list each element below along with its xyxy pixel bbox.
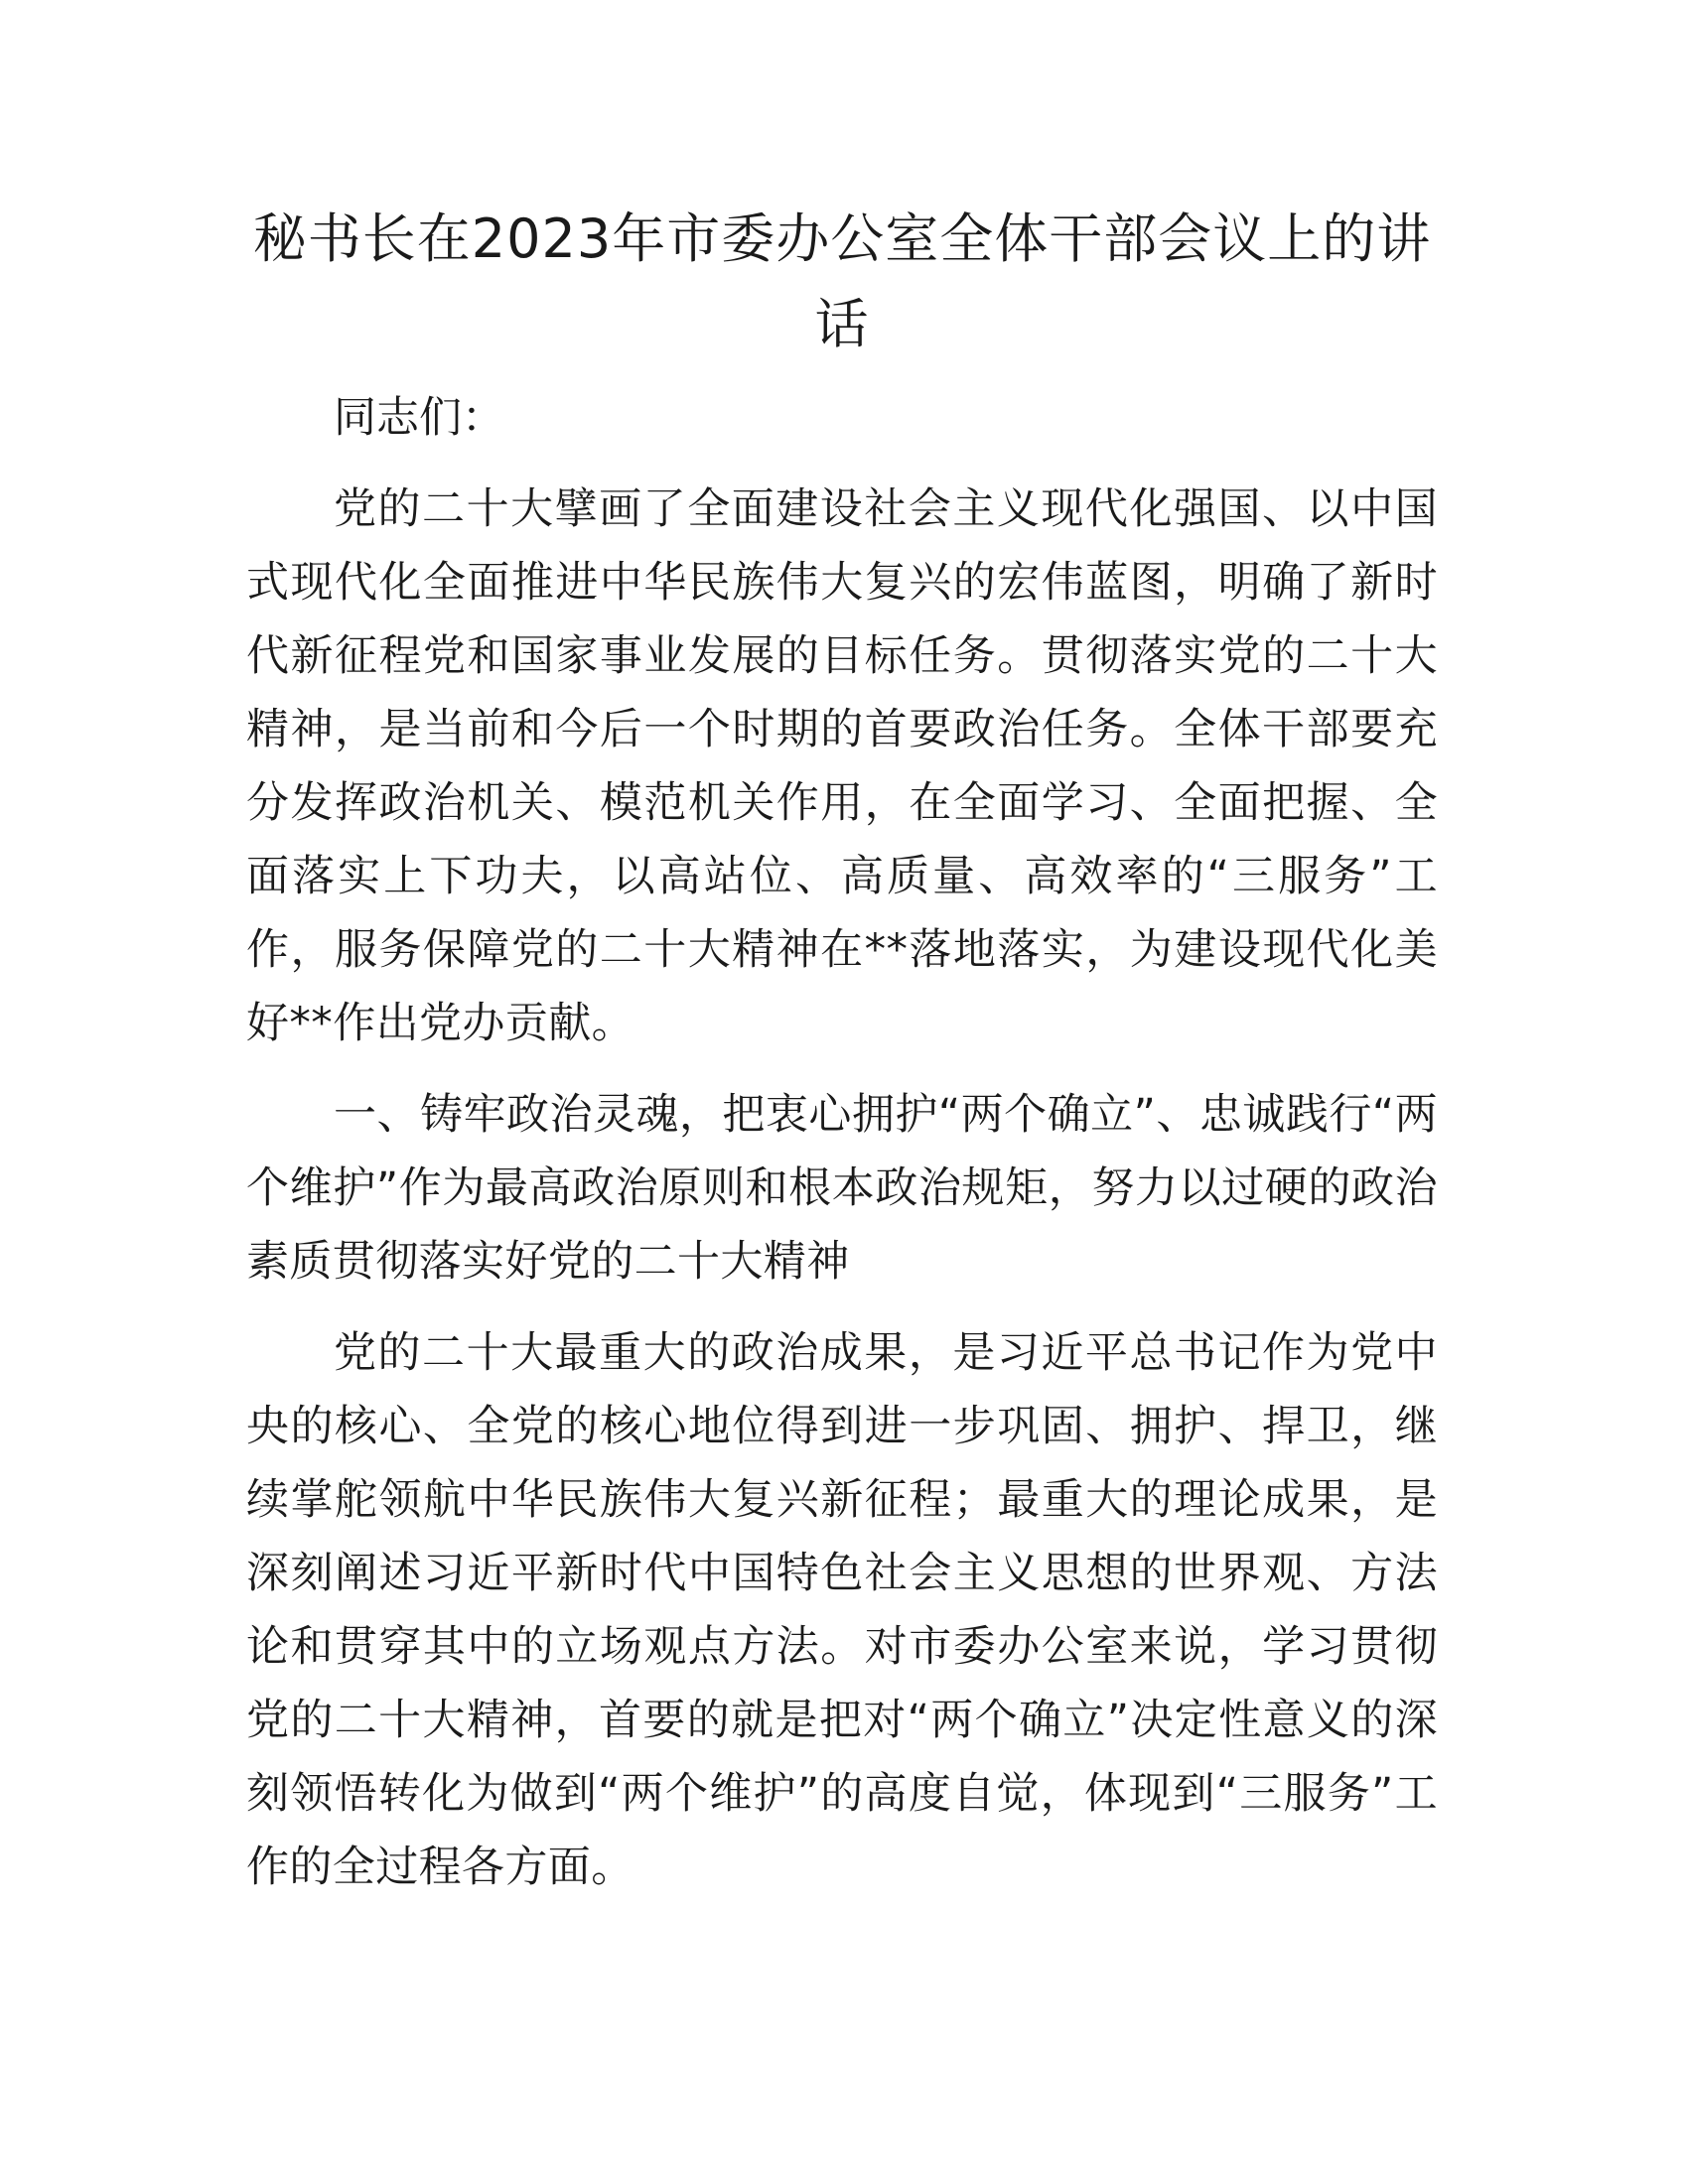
document-title: 秘书长在2023年市委办公室全体干部会议上的讲话 bbox=[252, 207, 1432, 355]
section-heading-1: 一、铸牢政治灵魂，把衷心拥护“两个确立”、忠诚践行“两个维护”作为最高政治原则和根本政治规矩，努力以过硬的政治素质贯彻落实好党的二十大精神 bbox=[246, 1090, 1438, 1287]
paragraph-section-1: 党的二十大最重大的政治成果，是习近平总书记作为党中央的核心、全党的核心地位得到进一步巩固、拥护、捍卫，继续掌舵领航中华民族伟大复兴新征程；最重大的理论成果，是深刻阐述习近平新时代中国特色社会主义思想的世界观、方法论和贯穿其中的立场观点方法。对市委办公室来说，学习贯彻党的二十大精神，首要的就是把对“两个确立”决定性意义的深刻领悟转化为做到“两个维护”的高度自觉，体现到“三服务”工作的全过程各方面。 bbox=[246, 1328, 1438, 1892]
document-body bbox=[246, 197, 1438, 1904]
salutation: 同志们： bbox=[334, 393, 504, 443]
paragraph-intro: 党的二十大擘画了全面建设社会主义现代化强国、以中国式现代化全面推进中华民族伟大复兴的宏伟蓝图，明确了新时代新征程党和国家事业发展的目标任务。贯彻落实党的二十大精神，是当前和今后一个时期的首要政治任务。全体干部要充分发挥政治机关、模范机关作用，在全面学习、全面把握、全面落实上下功夫，以高站位、高质量、高效率的“三服务”工作，服务保障党的二十大精神在**落地落实，为建设现代化美好**作出党办贡献。 bbox=[246, 484, 1438, 1048]
